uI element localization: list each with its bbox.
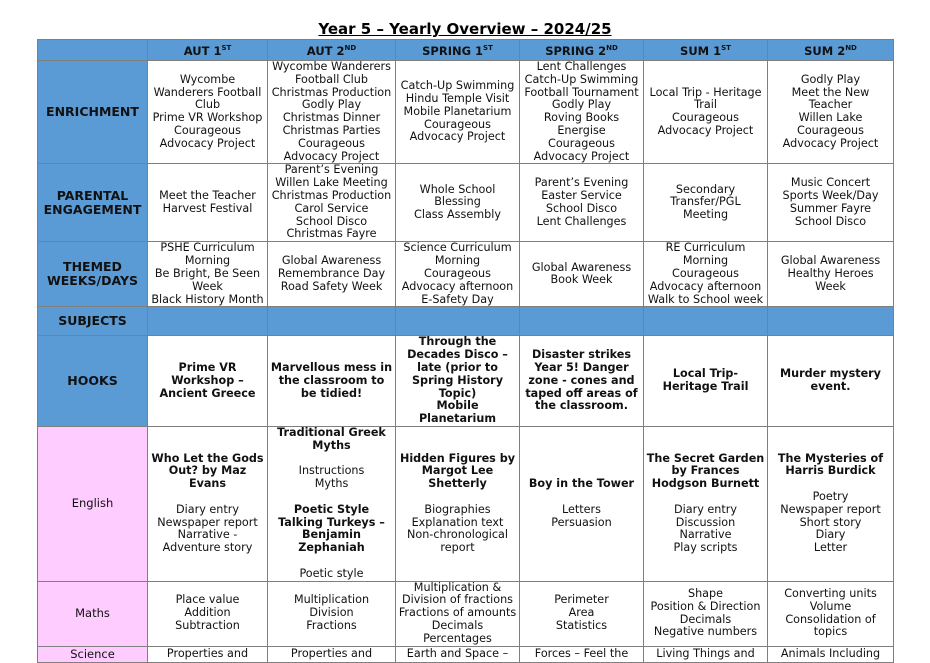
cell-line: Football Tournament [524, 85, 639, 99]
cell-line: RE Curriculum [665, 241, 746, 255]
cell-line: Advocacy Project [782, 136, 879, 150]
page-title: Year 5 – Yearly Overview – 2024/25 [318, 20, 612, 38]
row-label-science: Science [38, 646, 148, 662]
book-title-line: Hodgson Burnett [651, 477, 760, 491]
cell-line: Godly Play [800, 72, 861, 86]
enrichment-cell [396, 61, 520, 164]
maths-cell [268, 581, 396, 646]
cell-line: Mobile Planetarium [403, 104, 512, 118]
cell-line: Year 5! Danger [534, 360, 629, 374]
cell-line: Morning [184, 254, 231, 268]
cell-line: Advocacy Project [159, 136, 256, 150]
text-type-line: Narrative [679, 528, 732, 542]
cell-line: Godly Play [301, 98, 362, 112]
parental-row [38, 164, 894, 242]
text-type-line: Newspaper report [780, 502, 881, 516]
subjects-cell [644, 307, 768, 336]
row-label-enrichment: ENRICHMENT [38, 61, 148, 164]
cell-line: Week [192, 279, 223, 293]
cell-line: Local Trip - Heritage [649, 85, 762, 99]
enrichment-row [38, 61, 894, 164]
book-title-line: Harris Burdick [785, 464, 876, 478]
cell-line: Blessing [434, 195, 481, 209]
cell-line: Advocacy Project [533, 149, 630, 163]
term-header: SUM 1ST [644, 40, 768, 61]
subjects-row [38, 307, 894, 336]
cell-line: Club [194, 98, 221, 112]
cell-line: Spring History [412, 373, 503, 387]
cell-line: Advocacy Project [283, 149, 380, 163]
parental-cell [520, 164, 644, 242]
hooks-cell [396, 336, 520, 427]
cell-line: Parent’s Evening [534, 176, 629, 190]
cell-line: Energise [557, 123, 606, 137]
book-title-line: Shetterly [428, 477, 487, 491]
text-type-line: Diary entry [674, 502, 737, 516]
cell-line: Addition [184, 606, 231, 620]
cell-line: Wycombe [179, 72, 236, 86]
cell-line: Murder mystery [780, 367, 881, 381]
english-cell [768, 426, 894, 581]
cell-line: PSHE Curriculum [160, 241, 255, 255]
maths-cell [148, 581, 268, 646]
text-type-line: Letters [561, 502, 601, 516]
themed-row [38, 242, 894, 307]
english-cell [148, 426, 268, 581]
cell-line: Roving Books [543, 111, 620, 125]
cell-line: Meet the New [791, 85, 870, 99]
text-type-line: Letter [813, 541, 848, 555]
parental-cell [644, 164, 768, 242]
subjects-cell [520, 307, 644, 336]
parental-cell [396, 164, 520, 242]
cell-line: Multiplication [293, 593, 370, 607]
cell-line: Transfer/PGL [670, 195, 741, 209]
cell-line: Fractions of amounts [398, 606, 517, 620]
science-cell: Earth and Space – [396, 646, 520, 662]
cell-line: Percentages [423, 631, 492, 645]
subjects-cell [396, 307, 520, 336]
book-title-line: Evans [188, 477, 227, 491]
english-row [38, 426, 894, 581]
hooks-cell [768, 336, 894, 427]
maths-cell [768, 581, 894, 646]
maths-cell [644, 581, 768, 646]
cell-line: Negative numbers [653, 625, 758, 639]
cell-line: taped off areas of [525, 386, 638, 400]
hooks-cell [268, 336, 396, 427]
cell-line: Consolidation of [785, 612, 876, 626]
cell-line: Willen Lake Meeting [275, 176, 388, 190]
cell-line: Hindu Temple Visit [405, 91, 510, 105]
cell-line: Through the [418, 335, 497, 349]
cell-line: Road Safety Week [280, 279, 383, 293]
themed-cell [268, 242, 396, 307]
cell-line: Global Awareness [531, 260, 632, 274]
cell-line: Meet the Teacher [159, 189, 256, 203]
science-cell: Animals Including [768, 646, 894, 662]
cell-line: Area [568, 606, 595, 620]
cell-line: Subtraction [175, 618, 240, 632]
science-cell: Properties and [148, 646, 268, 662]
cell-line: event. [810, 380, 851, 394]
cell-line: Heritage Trail [662, 380, 749, 394]
cell-line: Lent Challenges [536, 214, 627, 228]
cell-line: Week [815, 279, 846, 293]
text-type-line: Diary entry [176, 502, 239, 516]
subjects-cell [148, 307, 268, 336]
hooks-row [38, 336, 894, 427]
enrichment-cell [520, 61, 644, 164]
cell-line: Godly Play [551, 98, 612, 112]
cell-line: Wycombe Wanderers [272, 60, 391, 73]
overview-table [37, 39, 894, 663]
cell-line: School Disco [545, 201, 618, 215]
text-type-line: Adventure story [162, 541, 253, 555]
cell-line: Parent’s Evening [284, 163, 379, 177]
cell-line: Courageous [672, 266, 739, 280]
row-label-subjects: SUBJECTS [38, 307, 148, 336]
cell-line: Trail [694, 98, 717, 112]
cell-line: Statistics [555, 618, 608, 632]
cell-line: Harvest Festival [162, 201, 253, 215]
book-title-line: Zephaniah [298, 541, 365, 555]
cell-line: be tidied! [300, 386, 363, 400]
cell-line: Advocacy afternoon [649, 279, 762, 293]
term-header: SPRING 2ND [520, 40, 644, 61]
cell-line: Morning [434, 254, 481, 268]
cell-line: Courageous [672, 111, 739, 125]
science-cell: Living Things and [644, 646, 768, 662]
enrichment-cell [768, 61, 894, 164]
text-type-line: Short story [799, 515, 862, 529]
cell-line: Willen Lake [798, 111, 863, 125]
cell-line: Lent Challenges [536, 60, 627, 73]
cell-line: Courageous [797, 123, 864, 137]
cell-line: Healthy Heroes [787, 266, 874, 280]
book-title-line: The Mysteries of [777, 451, 884, 465]
cell-line: Fractions [306, 618, 357, 632]
cell-line: Meeting [682, 208, 729, 222]
cell-line: Local Trip- [672, 367, 739, 381]
cell-line: Division of fractions [401, 593, 514, 607]
cell-line: Courageous [174, 123, 241, 137]
row-label-english: English [38, 426, 148, 581]
book-title-line: Out? by Maz [168, 464, 247, 478]
cell-line: Christmas Production [271, 189, 392, 203]
cell-line: Workshop – [171, 373, 244, 387]
row-label-maths: Maths [38, 581, 148, 646]
english-cell [644, 426, 768, 581]
maths-cell [396, 581, 520, 646]
text-type-line: Narrative - [177, 528, 238, 542]
parental-cell [768, 164, 894, 242]
cell-line: Courageous [424, 266, 491, 280]
cell-line: Global Awareness [281, 254, 382, 268]
text-type-line: Non-chronological [407, 528, 508, 542]
cell-line: Mobile [436, 399, 479, 413]
science-row [38, 646, 894, 662]
themed-cell [520, 242, 644, 307]
enrichment-cell [148, 61, 268, 164]
cell-line: Topic) [438, 386, 477, 400]
cell-line: School Disco [794, 214, 867, 228]
book-title-line: The Secret Garden [646, 451, 765, 465]
text-type-line: Discussion [675, 515, 736, 529]
cell-line: Black History Month [151, 292, 264, 306]
book-title-line: Who Let the Gods [151, 451, 264, 465]
text-type-line: Play scripts [673, 541, 738, 555]
cell-line: Christmas Parties [282, 123, 381, 137]
cell-line: Teacher [808, 98, 853, 112]
cell-line: the classroom. [535, 399, 628, 413]
term-header: SUM 2ND [768, 40, 894, 61]
themed-cell [396, 242, 520, 307]
science-cell: Properties and [268, 646, 396, 662]
cell-line: Planetarium [418, 412, 496, 426]
cell-line: Advocacy afternoon [401, 279, 514, 293]
cell-line: Be Bright, Be Seen [154, 266, 261, 280]
english-cell [396, 426, 520, 581]
row-label-parental: PARENTAL ENGAGEMENT [38, 164, 148, 242]
cell-line: Converting units [784, 586, 877, 600]
book-title-line: Talking Turkeys – [278, 515, 385, 529]
book-title-line: Boy in the Tower [528, 477, 635, 491]
english-cell [268, 426, 396, 581]
subjects-cell [768, 307, 894, 336]
cell-line: Science Curriculum [403, 241, 512, 255]
corner-cell [38, 40, 148, 61]
cell-line: Marvellous mess in [270, 360, 393, 374]
row-label-themed: THEMED WEEKS/DAYS [38, 242, 148, 307]
science-cell: Forces – Feel the [520, 646, 644, 662]
book-title-line: by Frances [671, 464, 740, 478]
header-row [38, 40, 894, 61]
cell-line: Global Awareness [780, 254, 881, 268]
cell-line: late (prior to [417, 360, 498, 374]
term-header: AUT 2ND [268, 40, 396, 61]
cell-line: Courageous [424, 117, 491, 131]
cell-line: Music Concert [790, 176, 871, 190]
cell-line: Courageous [298, 136, 365, 150]
cell-line: Football Club [295, 72, 368, 86]
cell-line: Catch-Up Swimming [400, 79, 515, 93]
cell-line: Decimals [431, 618, 484, 632]
book-title-line: Hidden Figures by [399, 451, 516, 465]
cell-line: zone - cones and [528, 373, 635, 387]
cell-line: Place value [175, 593, 240, 607]
cell-line: Christmas Production [271, 85, 392, 99]
cell-line: Morning [682, 254, 729, 268]
cell-line: Decimals [679, 612, 732, 626]
cell-line: Volume [809, 599, 852, 613]
cell-line: Secondary [675, 182, 736, 196]
cell-line: Sports Week/Day [782, 189, 879, 203]
cell-line: Wanderers Football [153, 85, 262, 99]
cell-line: Summer Fayre [789, 201, 872, 215]
cell-line: Multiplication & [413, 581, 502, 594]
themed-cell [768, 242, 894, 307]
cell-line: Christmas Dinner [282, 111, 381, 125]
parental-cell [268, 164, 396, 242]
cell-line: Perimeter [554, 593, 609, 607]
text-type-line: Biographies [424, 502, 491, 516]
text-type-line: Newspaper report [157, 515, 258, 529]
cell-line: Shape [687, 586, 724, 600]
book-title-line: Myths [312, 438, 351, 452]
row-label-hooks: HOOKS [38, 336, 148, 427]
cell-line: Courageous [548, 136, 615, 150]
enrichment-cell [644, 61, 768, 164]
term-header: SPRING 1ST [396, 40, 520, 61]
cell-line: Book Week [550, 273, 613, 287]
book-title-line: Benjamin [302, 528, 361, 542]
cell-line: Division [309, 606, 354, 620]
cell-line: Advocacy Project [409, 130, 506, 144]
cell-line: School Disco [295, 214, 368, 228]
hooks-cell [148, 336, 268, 427]
english-cell [520, 426, 644, 581]
enrichment-cell [268, 61, 396, 164]
cell-line: Catch-Up Swimming [524, 72, 639, 86]
maths-row [38, 581, 894, 646]
term-header: AUT 1ST [148, 40, 268, 61]
text-type-line: report [440, 541, 475, 555]
book-title-line: Margot Lee [421, 464, 494, 478]
cell-line: Class Assembly [414, 208, 501, 222]
cell-line: Position & Direction [650, 599, 761, 613]
cell-line: Decades Disco – [407, 348, 508, 362]
cell-line: E-Safety Day [421, 292, 494, 306]
text-type-line: Persuasion [551, 515, 612, 529]
cell-line: Advocacy Project [657, 123, 754, 137]
cell-line: Ancient Greece [159, 386, 256, 400]
cell-line: Disaster strikes [531, 348, 632, 362]
subjects-cell [268, 307, 396, 336]
parental-cell [148, 164, 268, 242]
text-type-line: Poetic style [299, 566, 364, 580]
cell-line: Easter Service [541, 189, 622, 203]
text-type-line: Myths [314, 477, 349, 491]
maths-cell [520, 581, 644, 646]
cell-line: Carol Service [294, 201, 369, 215]
cell-line: Whole School [419, 182, 496, 196]
book-title-line: Traditional Greek [277, 426, 386, 439]
hooks-cell [520, 336, 644, 427]
cell-line: Prime VR Workshop [152, 111, 263, 125]
cell-line: topics [813, 625, 848, 639]
cell-line: Walk to School week [647, 292, 764, 306]
text-type-line: Diary [815, 528, 846, 542]
cell-line: Prime VR [178, 360, 237, 374]
text-type-line: Instructions [298, 464, 365, 478]
themed-cell [148, 242, 268, 307]
text-type-line: Explanation text [411, 515, 504, 529]
text-type-line: Poetry [812, 489, 849, 503]
book-title-line: Poetic Style [293, 502, 370, 516]
cell-line: Christmas Fayre [286, 227, 377, 241]
hooks-cell [644, 336, 768, 427]
cell-line: Remembrance Day [277, 266, 386, 280]
themed-cell [644, 242, 768, 307]
cell-line: the classroom to [278, 373, 385, 387]
